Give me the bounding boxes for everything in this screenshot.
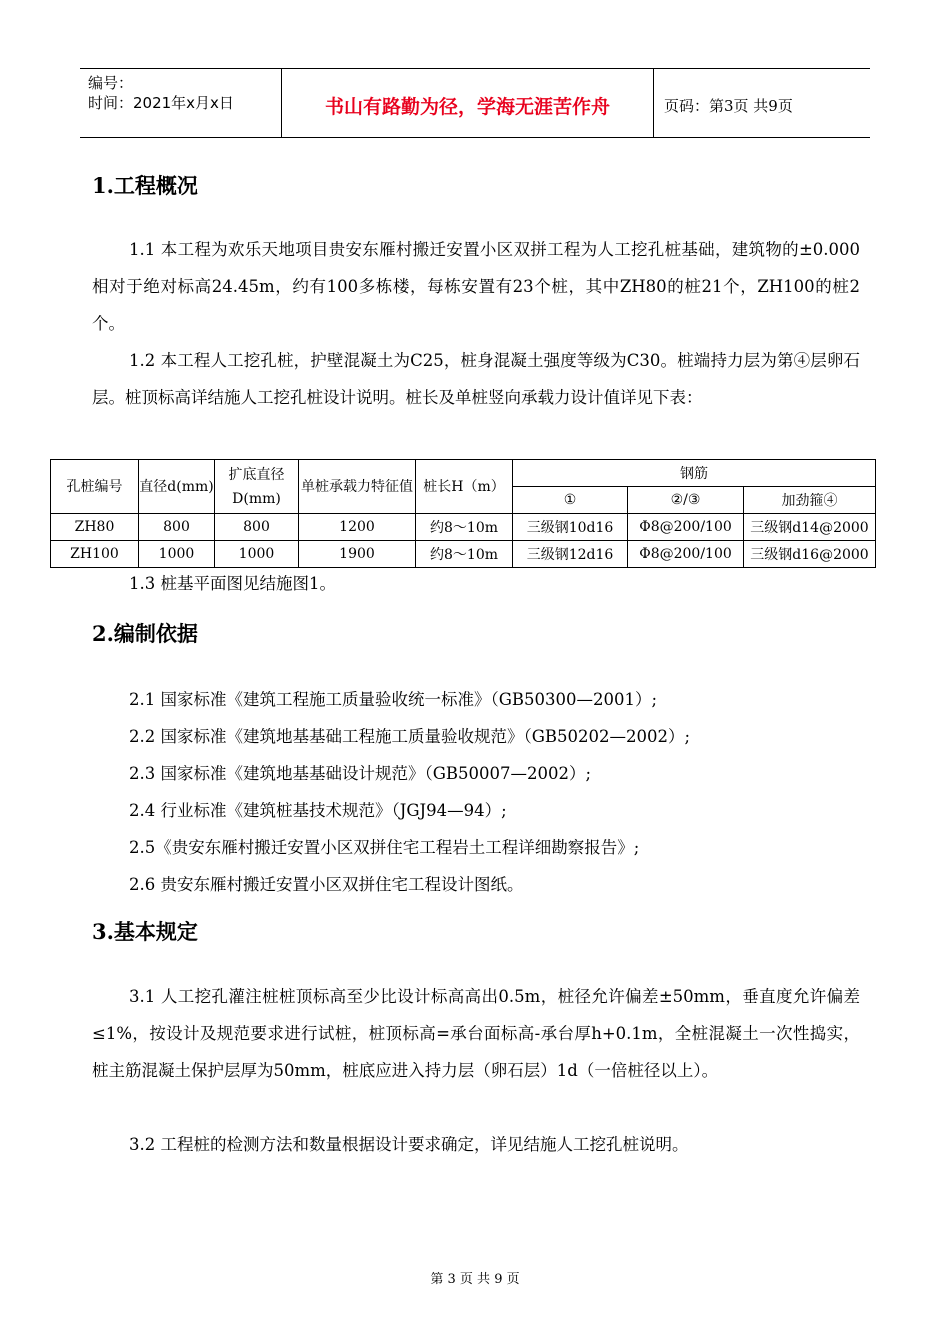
document-date: 时间：2021年x月x日 xyxy=(88,94,234,112)
header-rebar: 钢筋 xyxy=(513,460,876,487)
table-cell: ZH100 xyxy=(51,541,139,568)
header-rebar-2-3: ②/③ xyxy=(628,487,744,514)
header-meta xyxy=(80,69,282,137)
table-cell: 三级钢d14@2000 xyxy=(744,514,876,541)
section-1-paragraph-2: 1.2 本工程人工挖孔桩，护壁混凝土为C25，桩身混凝土强度等级为C30。桩端持力层为第④层卵石层。桩顶标高详结施人工挖孔桩设计说明。桩长及单桩竖向承载力设计值详见下表： xyxy=(92,351,860,407)
section-1-paragraph-1: 1.1 本工程为欢乐天地项目贵安东雁村搬迁安置小区双拼工程为人工挖孔桩基础，建筑物的±0.000相对于绝对标高24.45m，约有100多栋楼，每栋安置有23个桩，其中ZH80的桩21个，ZH100的桩2个。 xyxy=(92,240,860,333)
section-3-paragraph-2: 3.2 工程桩的检测方法和数量根据设计要求确定，详见结施人工挖孔桩说明。 xyxy=(129,1135,689,1154)
table-cell: 1000 xyxy=(139,541,215,568)
table-cell: Φ8@200/100 xyxy=(628,514,744,541)
header-motto: 书山有路勤为径，学海无涯苦作舟 xyxy=(282,69,654,137)
list-item: 2.5《贵安东雁村搬迁安置小区双拼住宅工程岩土工程详细勘察报告》; xyxy=(129,838,640,857)
table-cell: 1900 xyxy=(299,541,416,568)
table-cell: 三级钢d16@2000 xyxy=(744,541,876,568)
table-cell: 三级钢12d16 xyxy=(513,541,628,568)
page-header xyxy=(80,68,870,138)
header-base-diameter: 扩底直径D(mm) xyxy=(215,460,299,514)
section-1-paragraph-3: 1.3 桩基平面图见结施图1。 xyxy=(129,574,336,593)
header-pile-no: 孔桩编号 xyxy=(51,460,139,514)
header-rebar-1: ① xyxy=(513,487,628,514)
table-cell: 1000 xyxy=(215,541,299,568)
list-item: 2.6 贵安东雁村搬迁安置小区双拼住宅工程设计图纸。 xyxy=(129,875,524,894)
header-length: 桩长H（m） xyxy=(416,460,513,514)
section-3-heading: 3.基本规定 xyxy=(92,919,198,944)
section-1-heading: 1.工程概况 xyxy=(92,173,198,198)
page-footer: 第 3 页 共 9 页 xyxy=(430,1272,520,1287)
table-cell: Φ8@200/100 xyxy=(628,541,744,568)
list-item: 2.1 国家标准《建筑工程施工质量验收统一标准》（GB50300—2001）; xyxy=(129,690,658,709)
table-header-row xyxy=(51,460,876,487)
table-cell: ZH80 xyxy=(51,514,139,541)
list-item: 2.4 行业标准《建筑桩基技术规范》（JGJ94—94）; xyxy=(129,801,507,820)
section-3-paragraph-1: 3.1 人工挖孔灌注桩桩顶标高至少比设计标高高出0.5m，桩径允许偏差±50mm，垂直度允许偏差≤1%，按设计及规范要求进行试桩，桩顶标高=承台面标高-承台厚h+0.1m，全桩混凝土一次性捣实，桩主筋混凝土保护层厚为50mm，桩底应进入持力层（卵石层）1d（一倍桩径以上）。 xyxy=(92,987,860,1080)
list-item: 2.2 国家标准《建筑地基基础工程施工质量验收规范》（GB50202—2002）; xyxy=(129,727,691,746)
table-cell: 1200 xyxy=(299,514,416,541)
section-2-heading: 2.编制依据 xyxy=(92,621,198,646)
table-cell: 800 xyxy=(215,514,299,541)
header-page-info: 页码：第3页 共9页 xyxy=(664,96,793,115)
header-diameter: 直径d(mm) xyxy=(139,460,215,514)
document-number: 编号： xyxy=(88,74,134,92)
table-cell: 约8～10m xyxy=(416,514,513,541)
table-cell: 800 xyxy=(139,514,215,541)
table-row xyxy=(51,514,876,541)
list-item: 2.3 国家标准《建筑地基基础设计规范》（GB50007—2002）; xyxy=(129,764,592,783)
header-rebar-4: 加劲箍④ xyxy=(744,487,876,514)
table-cell: 约8～10m xyxy=(416,541,513,568)
table-cell: 三级钢10d16 xyxy=(513,514,628,541)
pile-spec-table xyxy=(50,459,876,568)
table-row xyxy=(51,541,876,568)
header-capacity: 单桩承载力特征值 xyxy=(299,460,416,514)
